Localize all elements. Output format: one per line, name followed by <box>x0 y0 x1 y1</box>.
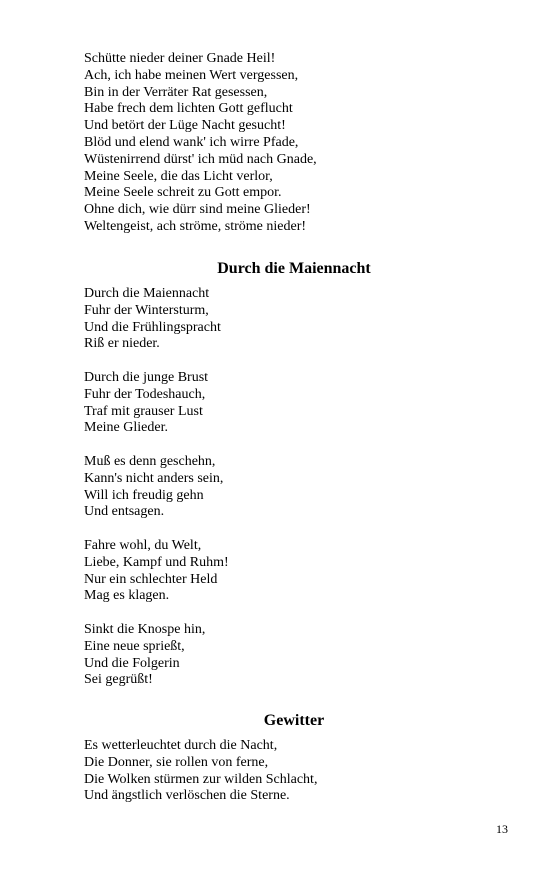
poem-line: Und ängstlich verlöschen die Sterne. <box>84 788 290 804</box>
poem-body <box>84 286 504 689</box>
poem-line: Sei gegrüßt! <box>84 672 153 688</box>
poem-line: Meine Glieder. <box>84 420 168 436</box>
poem-line: Eine neue sprießt, <box>84 638 185 654</box>
poem-stanza <box>84 286 504 353</box>
poem-line: Schütte nieder deiner Gnade Heil! <box>84 51 276 66</box>
poem-line: Mag es klagen. <box>84 588 170 604</box>
poem-line: Riß er nieder. <box>84 336 160 352</box>
poem-line: Und die Frühlingspracht <box>84 319 221 335</box>
poem-line: Blöd und elend wank' ich wirre Pfade, <box>84 134 299 150</box>
poem-line: Bin in der Verräter Rat gesessen, <box>84 84 268 100</box>
poem-line: Ohne dich, wie dürr sind meine Glieder! <box>84 202 311 218</box>
poem-title: Durch die Maiennacht <box>217 260 371 277</box>
poem-line: Es wetterleuchtet durch die Nacht, <box>84 738 278 753</box>
poem-line: Will ich freudig gehn <box>84 487 204 503</box>
poem-line: Wüstenirrend dürst' ich müd nach Gnade, <box>84 151 317 167</box>
poem-stanza <box>84 538 504 605</box>
poem-stanza <box>84 738 504 805</box>
poem-stanza <box>84 622 504 689</box>
poem-line: Traf mit grauser Lust <box>84 403 203 419</box>
page-number: 13 <box>496 822 508 836</box>
poem-line: Die Donner, sie rollen von ferne, <box>84 754 269 770</box>
poem-stanza <box>84 454 504 521</box>
poem-body <box>84 738 504 805</box>
poem-title: Gewitter <box>263 712 325 729</box>
poem-line: Fuhr der Wintersturm, <box>84 302 209 318</box>
poem-line: Durch die junge Brust <box>84 369 209 385</box>
poem-line: Fuhr der Todeshauch, <box>84 386 206 402</box>
poem-stanza <box>84 370 504 437</box>
stanza-gap <box>84 353 504 370</box>
poem-line: Fahre wohl, du Welt, <box>84 537 202 553</box>
poem-line: Habe frech dem lichten Gott geflucht <box>84 101 293 117</box>
poem-line: Sinkt die Knospe hin, <box>84 621 206 637</box>
poem-line: Nur ein schlechter Held <box>84 571 218 587</box>
previous-poem-stanza <box>84 51 504 236</box>
poem-line: Muß es denn geschehn, <box>84 453 216 469</box>
poem-line: Und betört der Lüge Nacht gesucht! <box>84 118 286 134</box>
poem-line: Ach, ich habe meinen Wert vergessen, <box>84 67 299 83</box>
poem-line: Kann's nicht anders sein, <box>84 470 224 486</box>
poem-line: Durch die Maiennacht <box>84 286 210 301</box>
poem-line: Die Wolken stürmen zur wilden Schlacht, <box>84 771 318 787</box>
stanza-gap <box>84 521 504 538</box>
poem-line: Liebe, Kampf und Ruhm! <box>84 554 229 570</box>
poem-line: Meine Seele, die das Licht verlor, <box>84 168 273 184</box>
poem-line: Und die Folgerin <box>84 655 180 671</box>
poem-line: Meine Seele schreit zu Gott empor. <box>84 185 282 201</box>
poem-line: Und entsagen. <box>84 504 165 520</box>
stanza-gap <box>84 605 504 622</box>
stanza-gap <box>84 437 504 454</box>
poem-line: Weltengeist, ach ströme, ströme nieder! <box>84 218 307 234</box>
